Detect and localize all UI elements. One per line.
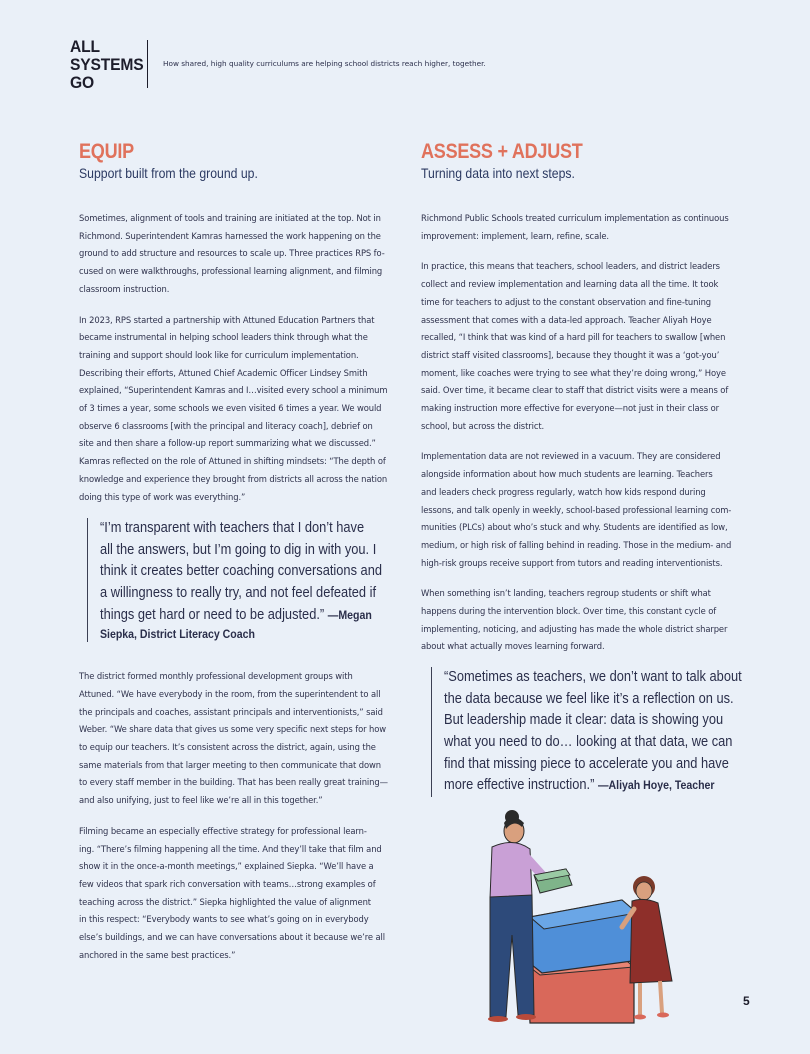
text-line: observe 6 classrooms [with the principal and literacy coach], debrief on: [79, 420, 373, 431]
quote-line: “I’m transparent with teachers that I don’t have: [100, 520, 365, 537]
pull-quote: [431, 667, 756, 797]
text-line: In 2023, RPS started a partnership with Attuned Education Partners that: [79, 314, 375, 325]
text-line: collect and review implementation and learning data all the time. It took: [421, 279, 719, 290]
header-tagline: How shared, high quality curriculums are helping school districts reach higher, together.: [163, 59, 486, 68]
text-line: happens during the intervention block. Over time, this constant cycle of: [421, 606, 717, 617]
teacher-child-illustration: [462, 805, 682, 1030]
text-line: in this respect: “Everybody wants to see what’s going on in everybody: [79, 914, 369, 925]
text-line: about what actually moves learning forward.: [421, 641, 605, 652]
text-line: alongside information about how much students are learning. Teachers: [421, 469, 713, 480]
quote-line: all the answers, but I’m going to dig in with you. I: [100, 541, 377, 558]
text-line: said. Over time, it became clear to staff that district visits were a means of: [421, 385, 729, 396]
paragraph: [79, 668, 411, 810]
quote-line: But leadership made it clear: data is showing you: [444, 712, 724, 729]
text-line: Richmond. Superintendent Kamras harnessed the work happening on the: [79, 230, 381, 241]
page-number: 5: [743, 994, 750, 1008]
text-line: time for teachers to adjust to the constant observation and fine-tuning: [421, 296, 711, 307]
text-line: Filming became an especially effective strategy for professional learn-: [79, 825, 367, 836]
logo-line: GO: [70, 73, 94, 92]
quote-line: think it creates better coaching conversations and: [100, 563, 382, 580]
logo-line: ALL: [70, 37, 100, 56]
text-line: Kamras reflected on the role of Attuned in shifting mindsets: “The depth of: [79, 456, 386, 467]
text-line: ground to add structure and resources to scale up. Three practices RPS fo-: [79, 248, 385, 259]
text-line: improvement: implement, learn, refine, scale.: [421, 230, 609, 241]
section-subtitle: Support built from the ground up.: [79, 166, 258, 181]
text-line: the principals and coaches, assistant principals and interventionists,” said: [79, 706, 383, 717]
assess-column: [421, 140, 756, 797]
text-line: of 3 times a year, some schools we even visited 6 times a year. We would: [79, 403, 382, 414]
quote-line: more effective instruction.”: [444, 777, 595, 794]
text-line: teaching across the district.” Siepka highlighted the value of alignment: [79, 896, 371, 907]
quote-line: “Sometimes as teachers, we don’t want to talk about: [444, 669, 742, 686]
text-line: same materials from that larger meeting to then communicate that down: [79, 759, 381, 770]
text-line: high-risk groups receive support from tutors and reading interventionists.: [421, 557, 723, 568]
paragraph: [421, 258, 756, 435]
text-line: to every staff member in the building. That has been really great training—: [79, 777, 388, 788]
text-line: doing this type of work was everything.”: [79, 491, 246, 502]
quote-attribution: —Aliyah Hoye, Teacher: [597, 778, 715, 793]
section-title: EQUIP: [79, 140, 134, 163]
logo: [70, 38, 143, 92]
paragraph: [79, 312, 411, 507]
text-line: implementing, noticing, and adjusting has made the whole district sharper: [421, 623, 728, 634]
pull-quote: [87, 518, 411, 642]
text-line: knowledge and experience they brought from districts all across the nation: [79, 473, 388, 484]
paragraph: [79, 210, 411, 299]
text-line: In practice, this means that teachers, school leaders, and district leaders: [421, 261, 720, 272]
text-line: assessment that comes with a data-led approach. Teacher Aliyah Hoye: [421, 314, 712, 325]
text-line: Weber. “We share data that gives us some very specific next steps for how: [79, 724, 386, 735]
text-line: Describing their efforts, Attuned Chief Academic Officer Lindsey Smith: [79, 367, 368, 378]
text-line: When something isn’t landing, teachers regroup students or shift what: [421, 588, 711, 599]
quote-line: the data because we feel like it’s a reflection on us.: [444, 690, 734, 707]
text-line: show it in the once-a-month meetings,” explained Siepka. “We’ll have a: [79, 861, 374, 872]
text-line: became instrumental in helping school leaders think through what the: [79, 332, 368, 343]
text-line: Attuned. “We have everybody in the room, from the superintendent to all: [79, 688, 381, 699]
text-line: making instruction more effective for everyone—not just in their class or: [421, 403, 719, 414]
text-line: site and then share a follow-up report summarizing what we discussed.”: [79, 438, 376, 449]
text-line: school, but across the district.: [421, 420, 545, 431]
equip-column: [79, 140, 411, 964]
text-line: The district formed monthly professional development groups with: [79, 671, 353, 682]
text-line: lessons, and talk openly in weekly, school-based professional learning com-: [421, 504, 732, 515]
text-line: moment, like coaches were trying to see what they’re doing wrong,” Hoye: [421, 367, 726, 378]
quote-text: [444, 667, 742, 797]
quote-line: find that missing piece to accelerate you and have: [444, 755, 729, 772]
text-line: training and support should look like for curriculum implementation.: [79, 349, 359, 360]
quote-text: [100, 518, 382, 642]
paragraph: [79, 823, 411, 965]
paragraph: [421, 448, 756, 572]
section-subtitle: Turning data into next steps.: [421, 166, 575, 181]
logo-line: SYSTEMS: [70, 55, 144, 74]
text-line: ing. “There’s filming happening all the time. And they’ll take that film and: [79, 843, 382, 854]
blue-box: [530, 900, 640, 973]
paragraph: [421, 585, 756, 656]
text-line: cused on were walkthroughs, professional learning alignment, and filming: [79, 266, 383, 277]
quote-attribution: Siepka, District Literacy Coach: [100, 627, 255, 642]
text-line: Implementation data are not reviewed in a vacuum. They are considered: [421, 451, 721, 462]
text-line: explained, “Superintendent Kamras and I…visited every school a minimum: [79, 385, 388, 396]
quote-line: what you need to do… looking at that data, we can: [444, 733, 733, 750]
paragraph: [421, 210, 756, 245]
text-line: medium, or high risk of falling behind in reading. Those in the medium- and: [421, 539, 732, 550]
text-line: recalled, “I think that was kind of a hard pill for teachers to swallow [when: [421, 332, 726, 343]
text-line: else’s buildings, and we can have conversations about it because we’re all: [79, 932, 385, 943]
text-line: anchored in the same best practices.”: [79, 949, 236, 960]
text-line: Sometimes, alignment of tools and training are initiated at the top. Not in: [79, 213, 381, 223]
quote-line: things get hard or need to be adjusted.”: [100, 606, 325, 623]
text-line: district staff visited classrooms], because they thought it was a ‘got-you’: [421, 349, 720, 360]
section-title: ASSESS + ADJUST: [421, 140, 583, 163]
text-line: and also unifying, just to feel like we’re all in this together.”: [79, 795, 323, 806]
text-line: munities (PLCs) about who’s stuck and why. Students are identified as low,: [421, 522, 728, 533]
quote-line: a willingness to really try, and not feel defeated if: [100, 585, 377, 602]
text-line: few videos that spark rich conversation with teams…strong examples of: [79, 878, 376, 889]
text-line: Richmond Public Schools treated curriculum implementation as continuous: [421, 213, 729, 223]
header-divider: [147, 40, 148, 88]
text-line: and leaders check progress regularly, watch how kids respond during: [421, 486, 706, 497]
text-line: to equip our teachers. It’s consistent across the district, again, using the: [79, 742, 376, 753]
text-line: classroom instruction.: [79, 283, 170, 294]
quote-attribution: —Megan: [327, 607, 372, 622]
